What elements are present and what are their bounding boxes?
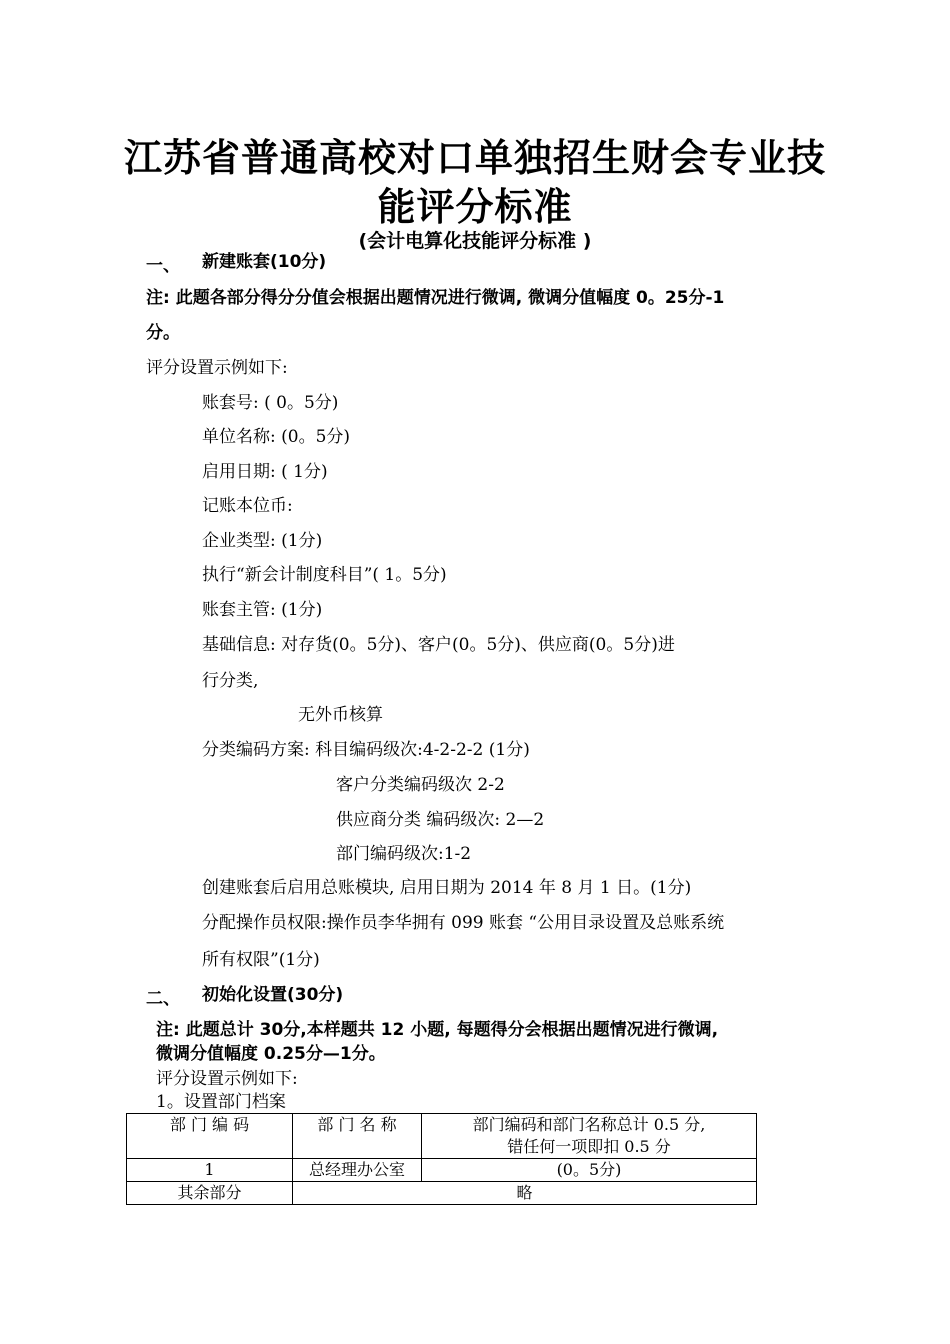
list-item: 分类编码方案: 科目编码级次:4-2-2-2 (1分) — [202, 740, 530, 760]
document-subtitle: (会计电算化技能评分标准 ) — [358, 230, 592, 252]
header-note-line1: 部门编码和部门名称总计 0.5 分, — [472, 1115, 706, 1134]
section2-sub1: 1。设置部门档案 — [156, 1092, 286, 1112]
section2-note-line1: 注: 此题总计 30分,本样题共 12 小题, 每题得分会根据出题情况进行微调, — [156, 1020, 719, 1040]
section2-intro: 评分设置示例如下: — [156, 1069, 298, 1089]
list-item: 创建账套后启用总账模块, 启用日期为 2014 年 8 月 1 日。(1分) — [202, 878, 692, 898]
list-item: 部门编码级次:1-2 — [336, 844, 472, 864]
list-item: 基础信息: 对存货(0。5分)、客户(0。5分)、供应商(0。5分)进 — [202, 635, 675, 655]
list-item: 客户分类编码级次 2-2 — [336, 775, 505, 795]
list-item: 行分类, — [202, 671, 259, 691]
header-note-line2: 错任何一项即扣 0.5 分 — [507, 1137, 671, 1156]
table-cell: 其余部分 — [127, 1182, 293, 1205]
document-title-line1: 江苏省普通高校对口单独招生财会专业技 — [123, 136, 826, 180]
list-item: 供应商分类 编码级次: 2—2 — [336, 810, 545, 830]
list-item: 所有权限”(1分) — [202, 950, 320, 970]
table-cell: (0。5分) — [422, 1159, 757, 1182]
list-item: 分配操作员权限:操作员李华拥有 099 账套 “公用目录设置及总账系统 — [202, 913, 725, 933]
list-item: 记账本位币: — [202, 496, 293, 516]
table-cell: 总经理办公室 — [293, 1159, 422, 1182]
list-item: 账套主管: (1分) — [202, 600, 323, 620]
section1-number: 一、 — [146, 256, 180, 276]
section1-title: 新建账套(10分) — [202, 252, 327, 272]
table-row — [127, 1182, 757, 1205]
section1-note-line2: 分。 — [146, 323, 180, 343]
table-header-cell — [422, 1114, 757, 1159]
section2-number: 二、 — [146, 989, 180, 1009]
section2-note-line2: 微调分值幅度 0.25分—1分。 — [156, 1044, 386, 1064]
list-item: 账套号: ( 0。5分) — [202, 393, 339, 413]
list-item: 启用日期: ( 1分) — [202, 462, 328, 482]
list-item: 无外币核算 — [298, 705, 383, 725]
table-row — [127, 1114, 757, 1159]
list-item: 企业类型: (1分) — [202, 531, 323, 551]
table-header-cell: 部 门 编 码 — [127, 1114, 293, 1159]
list-item: 执行“新会计制度科目”( 1。5分) — [202, 565, 447, 585]
table-cell: 1 — [127, 1159, 293, 1182]
list-item: 单位名称: (0。5分) — [202, 427, 351, 447]
table-row — [127, 1159, 757, 1182]
section1-note-line1: 注: 此题各部分得分分值会根据出题情况进行微调, 微调分值幅度 0。25分-1 — [146, 288, 725, 308]
table-cell: 略 — [293, 1182, 757, 1205]
table-header-cell: 部 门 名 称 — [293, 1114, 422, 1159]
document-title-line2: 能评分标准 — [377, 185, 573, 229]
section2-title: 初始化设置(30分) — [202, 985, 344, 1005]
department-table — [126, 1113, 757, 1205]
section1-intro: 评分设置示例如下: — [146, 358, 288, 378]
